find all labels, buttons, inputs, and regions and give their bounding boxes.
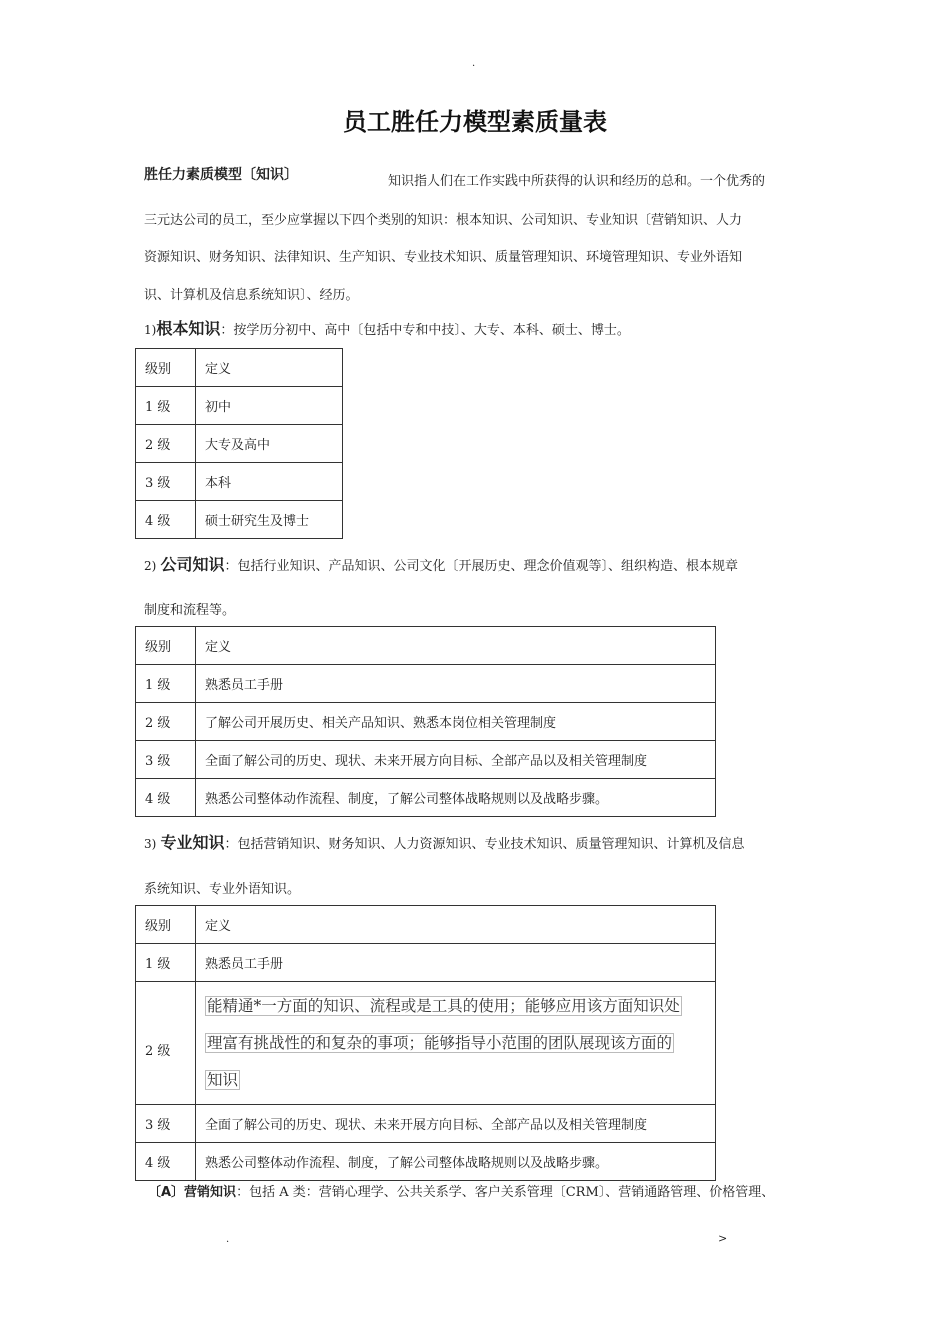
- level-cell: 1 级: [136, 944, 196, 982]
- table-row: [136, 944, 716, 982]
- sec2-description-cont: 制度和流程等。: [144, 603, 236, 618]
- definition-cell: [196, 982, 716, 1105]
- footer-mark: .: [226, 1234, 230, 1245]
- sec2-heading-line: [144, 556, 738, 576]
- sec3-description: ：包括营销知识、财务知识、人力资源知识、专业技术知识、质量管理知识、计算机及信息: [224, 837, 745, 852]
- header-level: 级别: [136, 627, 196, 665]
- table-row: [136, 387, 343, 425]
- definition-cell: 熟悉公司整体动作流程、制度，了解公司整体战略规则以及战略步骤。: [196, 779, 716, 817]
- table-row: [136, 501, 343, 539]
- sec1-heading-line: [144, 320, 630, 340]
- marketing-line: [148, 1184, 774, 1202]
- sec3-heading-line: [144, 834, 745, 854]
- level-cell: 2 级: [136, 425, 196, 463]
- definition-cell: 初中: [196, 387, 343, 425]
- table-row: [136, 741, 716, 779]
- intro-line-2: 三元达公司的员工，至少应掌握以下四个类别的知识：根本知识、公司知识、专业知识〔营销知识、人力: [144, 213, 743, 228]
- definition-cell: 全面了解公司的历史、现状、未来开展方向目标、全部产品以及相关管理制度: [196, 741, 716, 779]
- sec1-description: ：按学历分初中、高中〔包括中专和中技〕、大专、本科、硕士、博士。: [220, 323, 630, 338]
- sec3-description-cont: 系统知识、专业外语知识。: [144, 882, 301, 897]
- level-cell: 4 级: [136, 501, 196, 539]
- intro-line-4: 识、计算机及信息系统知识〕、经历。: [144, 288, 359, 303]
- sec2-number: 2): [144, 559, 157, 573]
- table-row: [136, 1105, 716, 1143]
- definition-cell: 熟悉员工手册: [196, 944, 716, 982]
- marketing-label: 〔A〕营销知识: [148, 1185, 237, 1200]
- definition-cell: 硕士研究生及博士: [196, 501, 343, 539]
- sec1-heading: 根本知识: [156, 319, 221, 338]
- definition-line: 能精通*一方面的知识、流程或是工具的使用；能够应用该方面知识处: [207, 996, 680, 1015]
- definition-line: 知识: [207, 1070, 239, 1089]
- sec2-heading: 公司知识: [160, 555, 225, 574]
- header-mark: .: [472, 58, 476, 69]
- level-cell: 3 级: [136, 741, 196, 779]
- table-row: [136, 982, 716, 1105]
- professional-knowledge-table: [135, 905, 716, 1181]
- document-title: 员工胜任力模型素质量表: [343, 108, 607, 136]
- definition-cell: 全面了解公司的历史、现状、未来开展方向目标、全部产品以及相关管理制度: [196, 1105, 716, 1143]
- section-heading: 胜任力素质模型〔知识〕: [144, 167, 298, 183]
- level-cell: 1 级: [136, 665, 196, 703]
- table-header-row: [136, 627, 716, 665]
- level-cell: 4 级: [136, 1143, 196, 1181]
- header-definition: 定义: [196, 906, 716, 944]
- sec3-number: 3): [144, 837, 157, 851]
- level-cell: 2 级: [136, 982, 196, 1105]
- intro-line-3: 资源知识、财务知识、法律知识、生产知识、专业技术知识、质量管理知识、环境管理知识、专业外语知: [144, 250, 743, 265]
- definition-cell: 了解公司开展历史、相关产品知识、熟悉本岗位相关管理制度: [196, 703, 716, 741]
- level-cell: 1 级: [136, 387, 196, 425]
- footer-arrow-icon: >: [718, 1232, 728, 1245]
- definition-line: 理富有挑战性的和复杂的事项；能够指导小范围的团队展现该方面的: [207, 1033, 673, 1052]
- definition-cell: 熟悉公司整体动作流程、制度，了解公司整体战略规则以及战略步骤。: [196, 1143, 716, 1181]
- sec2-description: ：包括行业知识、产品知识、公司文化〔开展历史、理念价值观等〕、组织构造、根本规章: [224, 559, 738, 574]
- sec1-number: 1): [144, 323, 157, 337]
- level-cell: 2 级: [136, 703, 196, 741]
- level-cell: 3 级: [136, 1105, 196, 1143]
- table-row: [136, 779, 716, 817]
- definition-cell: 熟悉员工手册: [196, 665, 716, 703]
- intro-line-1: 知识指人们在工作实践中所获得的认识和经历的总和。一个优秀的: [388, 174, 766, 189]
- definition-cell: 大专及高中: [196, 425, 343, 463]
- basic-knowledge-table: [135, 348, 343, 539]
- table-row: [136, 425, 343, 463]
- table-row: [136, 665, 716, 703]
- level-cell: 4 级: [136, 779, 196, 817]
- definition-cell: 本科: [196, 463, 343, 501]
- table-row: [136, 703, 716, 741]
- sec3-heading: 专业知识: [160, 833, 225, 852]
- table-row: [136, 463, 343, 501]
- level-cell: 3 级: [136, 463, 196, 501]
- header-level: 级别: [136, 349, 196, 387]
- table-row: [136, 1143, 716, 1181]
- header-definition: 定义: [196, 627, 716, 665]
- header-definition: 定义: [196, 349, 343, 387]
- company-knowledge-table: [135, 626, 716, 817]
- marketing-text: ：包括 A 类：营销心理学、公共关系学、客户关系管理〔CRM〕、营销通路管理、价格管理、: [236, 1185, 775, 1200]
- table-header-row: [136, 349, 343, 387]
- table-header-row: [136, 906, 716, 944]
- header-level: 级别: [136, 906, 196, 944]
